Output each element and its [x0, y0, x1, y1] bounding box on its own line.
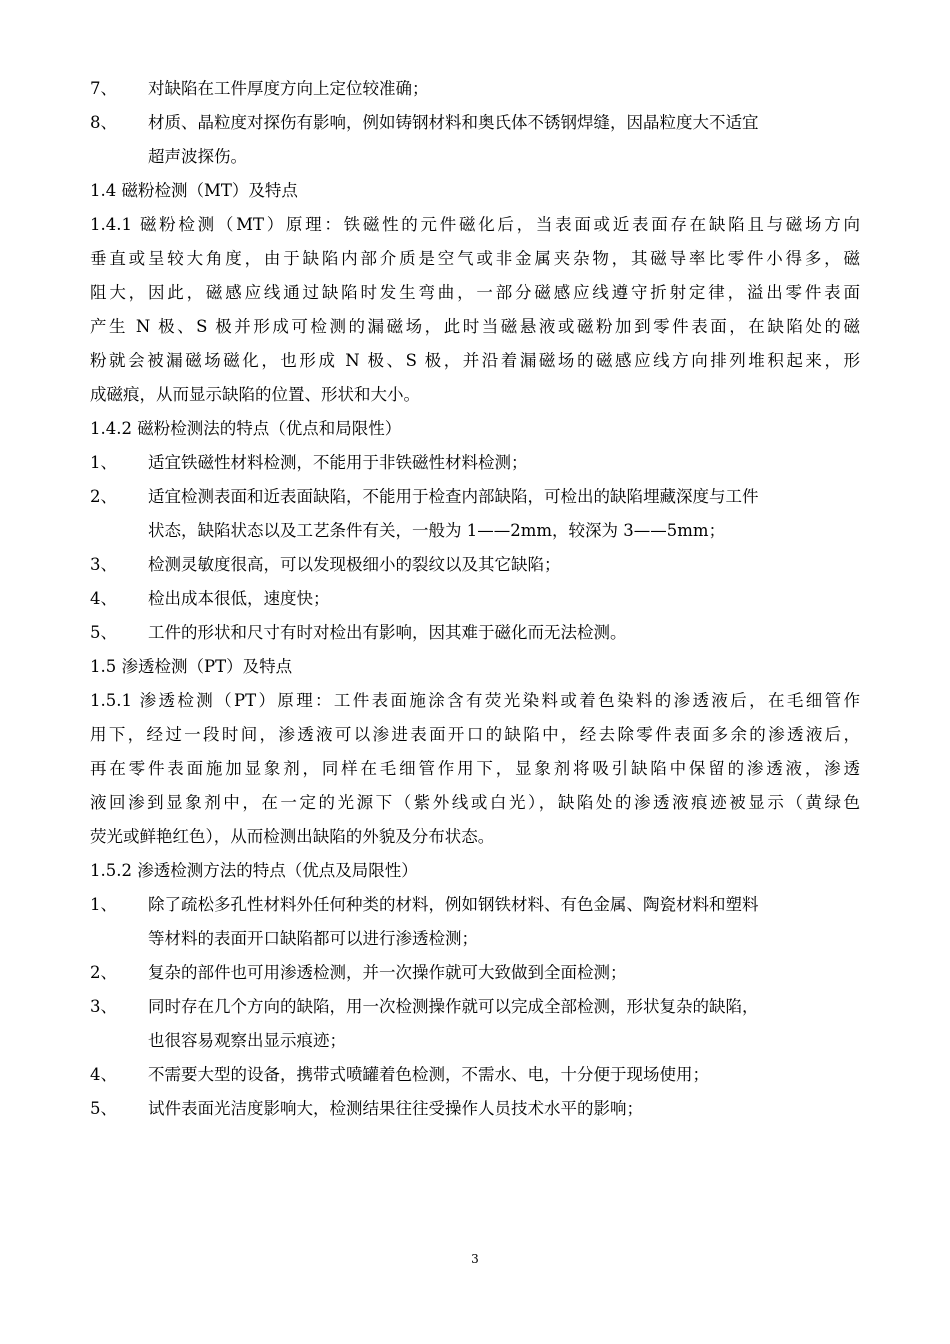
paragraph-line: 垂直或呈较大角度，由于缺陷内部介质是空气或非金属夹杂物，其磁导率比零件小得多，磁: [90, 249, 860, 268]
list-text: 检出成本很低，速度快；: [148, 589, 330, 608]
list-number: 4、: [90, 1065, 117, 1084]
list-item: [90, 72, 860, 106]
list-item: [90, 888, 860, 922]
list-item: [90, 1092, 860, 1126]
list-item: [90, 956, 860, 990]
list-item: [90, 1058, 860, 1092]
list-item: [90, 582, 860, 616]
list-text: 材质、晶粒度对探伤有影响，例如铸钢材料和奥氏体不锈钢焊缝，因晶粒度大不适宜: [148, 113, 759, 132]
list-number: 2、: [90, 963, 117, 982]
list-item: [90, 616, 860, 650]
list-text: 同时存在几个方向的缺陷，用一次检测操作就可以完成全部检测，形状复杂的缺陷，: [148, 997, 759, 1016]
list-text: 除了疏松多孔性材料外任何种类的材料，例如钢铁材料、有色金属、陶瓷材料和塑料: [148, 895, 759, 914]
page-content: [90, 72, 860, 1126]
list-number: 5、: [90, 1099, 117, 1118]
list-number: 7、: [90, 79, 117, 98]
list-text: 复杂的部件也可用渗透检测，并一次操作就可大致做到全面检测；: [148, 963, 627, 982]
list-item-continuation: 也很容易观察出显示痕迹；: [148, 1031, 346, 1050]
list-item: [90, 106, 860, 140]
list-text: 试件表面光洁度影响大，检测结果往往受操作人员技术水平的影响；: [148, 1099, 643, 1118]
list-number: 3、: [90, 555, 117, 574]
list-text: 工件的形状和尺寸有时对检出有影响，因其难于磁化而无法检测。: [148, 623, 627, 642]
list-number: 1、: [90, 453, 117, 472]
paragraph-line: 1.4.1 磁粉检测（MT）原理：铁磁性的元件磁化后，当表面或近表面存在缺陷且与磁场方向: [90, 215, 860, 234]
list-text: 不需要大型的设备，携带式喷罐着色检测，不需水、电，十分便于现场使用；: [148, 1065, 709, 1084]
paragraph-line: 粉就会被漏磁场磁化，也形成 N 极、S 极，并沿着漏磁场的磁感应线方向排列堆积起来，形: [90, 351, 860, 370]
list-number: 5、: [90, 623, 117, 642]
list-text: 适宜检测表面和近表面缺陷，不能用于检查内部缺陷，可检出的缺陷埋藏深度与工件: [148, 487, 759, 506]
list-number: 2、: [90, 487, 117, 506]
list-number: 3、: [90, 997, 117, 1016]
paragraph-line: 1.5.1 渗透检测（PT）原理：工件表面施涂含有荧光染料或着色染料的渗透液后，在毛细管作: [90, 691, 860, 710]
section-heading: 1.5 渗透检测（PT）及特点: [90, 657, 293, 676]
list-item-continuation: 等材料的表面开口缺陷都可以进行渗透检测；: [148, 929, 478, 948]
list-number: 4、: [90, 589, 117, 608]
paragraph-line: 用下，经过一段时间，渗透液可以渗进表面开口的缺陷中，经去除零件表面多余的渗透液后，: [90, 725, 860, 744]
subsection-heading: 1.5.2 渗透检测方法的特点（优点及局限性）: [90, 861, 418, 880]
list-item: [90, 446, 860, 480]
subsection-heading: 1.4.2 磁粉检测法的特点（优点和局限性）: [90, 419, 402, 438]
list-item-continuation: 超声波探伤。: [148, 147, 247, 166]
paragraph-line: 阻大，因此，磁感应线通过缺陷时发生弯曲，一部分磁感应线遵守折射定律，溢出零件表面: [90, 283, 860, 302]
list-text: 对缺陷在工件厚度方向上定位较准确；: [148, 79, 429, 98]
list-item-continuation: 状态，缺陷状态以及工艺条件有关，一般为 1——2mm，较深为 3——5mm；: [148, 521, 726, 540]
list-number: 1、: [90, 895, 117, 914]
list-number: 8、: [90, 113, 117, 132]
paragraph-line: 荧光或鲜艳红色），从而检测出缺陷的外貌及分布状态。: [90, 827, 495, 846]
paragraph-line: 成磁痕，从而显示缺陷的位置、形状和大小。: [90, 385, 420, 404]
list-text: 适宜铁磁性材料检测，不能用于非铁磁性材料检测；: [148, 453, 528, 472]
paragraph-1-4-1: [90, 208, 860, 412]
paragraph-1-5-1: [90, 684, 860, 854]
page-number: 3: [471, 1252, 479, 1266]
paragraph-line: 液回渗到显象剂中，在一定的光源下（紫外线或白光），缺陷处的渗透液痕迹被显示（黄绿色: [90, 793, 860, 812]
list-item: [90, 548, 860, 582]
list-item: [90, 480, 860, 514]
section-heading: 1.4 磁粉检测（MT）及特点: [90, 181, 298, 200]
list-item: [90, 990, 860, 1024]
paragraph-line: 再在零件表面施加显象剂，同样在毛细管作用下，显象剂将吸引缺陷中保留的渗透液，渗透: [90, 759, 860, 778]
list-text: 检测灵敏度很高，可以发现极细小的裂纹以及其它缺陷；: [148, 555, 561, 574]
paragraph-line: 产生 N 极、S 极并形成可检测的漏磁场，此时当磁悬液或磁粉加到零件表面，在缺陷处的磁: [90, 317, 860, 336]
